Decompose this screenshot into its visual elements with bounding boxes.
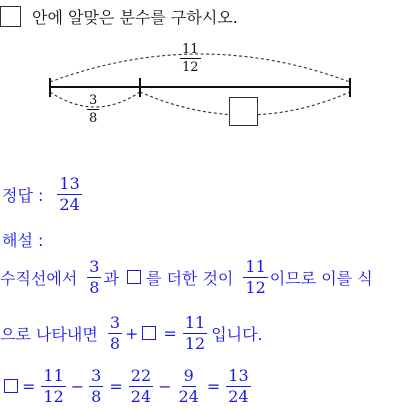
line2-f1-den: 8 xyxy=(109,333,121,353)
line2-f1-num: 3 xyxy=(109,312,121,332)
line3-blank-box xyxy=(4,379,18,393)
line3-f3-num: 22 xyxy=(130,365,152,385)
explanation-label: 해설 : xyxy=(2,230,44,250)
answer-label: 정답 : xyxy=(2,185,44,205)
line3-equals-3: = xyxy=(206,376,221,396)
diagram-blank-box xyxy=(229,97,258,126)
line3-f1-den: 12 xyxy=(43,386,64,406)
answer-num: 13 xyxy=(59,173,80,193)
line2-fraction-1 xyxy=(108,312,122,353)
answer-row xyxy=(0,172,84,216)
line2-f2-den: 12 xyxy=(184,333,206,353)
explanation-line-3 xyxy=(0,363,253,409)
top-fraction xyxy=(180,43,201,74)
line3-f1-num: 11 xyxy=(43,365,64,385)
question-text: 안에 알맞은 분수를 구하시오. xyxy=(32,7,238,27)
line3-fraction-4 xyxy=(177,365,201,406)
line3-minus-2: − xyxy=(158,376,172,396)
line1-text-d: 이므로 이를 식 xyxy=(269,268,373,288)
line3-f5-den: 24 xyxy=(228,386,249,406)
explanation-line-2 xyxy=(0,310,263,356)
line1-f1-num: 3 xyxy=(89,256,100,276)
line1-text-c: 를 더한 것이 xyxy=(145,268,234,288)
line1-fraction-1 xyxy=(87,256,101,297)
top-fraction-num: 11 xyxy=(182,42,199,57)
left-fraction xyxy=(87,94,99,125)
line2-equals: = xyxy=(163,323,177,343)
line1-text-b: 과 xyxy=(103,268,119,288)
line2-f2-num: 11 xyxy=(184,312,206,332)
line3-f5-num: 13 xyxy=(228,365,249,385)
line2-plus: + xyxy=(125,323,139,343)
answer-den: 24 xyxy=(59,194,80,214)
left-fraction-num: 3 xyxy=(89,93,98,108)
line1-text-a: 수직선에서 xyxy=(0,268,78,288)
line3-minus-1: − xyxy=(70,376,85,396)
explanation-label-row xyxy=(0,228,43,250)
line1-f2-den: 12 xyxy=(245,277,266,297)
top-fraction-den: 12 xyxy=(182,60,199,75)
explanation-line-1 xyxy=(0,254,373,300)
line3-fraction-2 xyxy=(89,365,103,406)
line3-fraction-5 xyxy=(226,365,250,406)
line2-fraction-2 xyxy=(183,312,207,353)
line3-f2-num: 3 xyxy=(91,365,102,385)
line3-equals-2: = xyxy=(109,376,123,396)
line1-blank-box xyxy=(127,270,141,284)
line1-fraction-2 xyxy=(243,256,267,297)
line3-f4-num: 9 xyxy=(183,365,194,385)
line3-fraction-1 xyxy=(41,365,65,406)
line3-f3-den: 24 xyxy=(130,386,152,406)
line1-f2-num: 11 xyxy=(245,256,266,276)
line3-equals-1: = xyxy=(22,376,36,396)
line3-f4-den: 24 xyxy=(178,386,199,406)
line1-f1-den: 8 xyxy=(89,277,100,297)
line2-blank-box xyxy=(142,326,156,340)
line3-fraction-3 xyxy=(129,365,153,406)
line2-text-a: 으로 나타내면 xyxy=(0,324,98,344)
answer-fraction xyxy=(57,173,81,214)
line2-text-b: 입니다. xyxy=(211,324,263,344)
left-fraction-den: 8 xyxy=(89,111,98,126)
line3-f2-den: 8 xyxy=(91,386,102,406)
